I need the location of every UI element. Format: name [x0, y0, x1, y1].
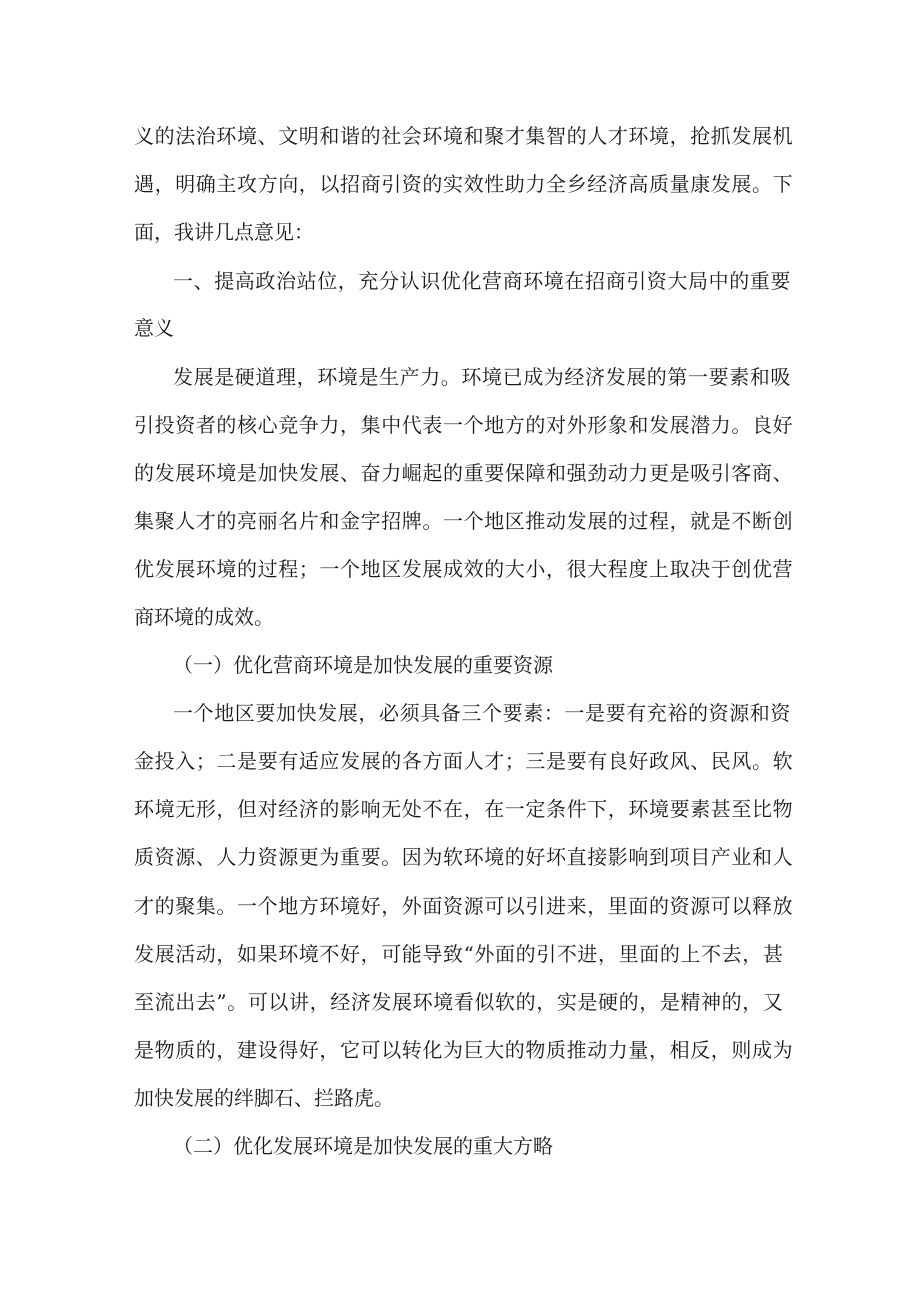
- text-line: 才的聚集。一个地方环境好，外面资源可以引进来，里面的资源可以释放: [134, 894, 794, 918]
- subsection-heading: （一）优化营商环境是加快发展的重要资源: [173, 653, 553, 677]
- subsection-heading: （二）优化发展环境是加快发展的重大方略: [173, 1134, 553, 1158]
- section-heading: 一、提高政治站位，充分认识优化营商环境在招商引资大局中的重要: [173, 269, 791, 293]
- text-line: 遇，明确主攻方向，以招商引资的实效性助力全乡经济高质量康发展。下: [134, 172, 794, 196]
- text-line: 发展是硬道理，环境是生产力。环境已成为经济发展的第一要素和吸: [173, 365, 791, 389]
- text-line: 至流出去”。可以讲，经济发展环境看似软的，实是硬的，是精神的，又: [134, 990, 784, 1014]
- text-line: 集聚人才的亮丽名片和金字招牌。一个地区推动发展的过程，就是不断创: [134, 509, 794, 533]
- text-line: 发展活动，如果环境不好，可能导致“外面的引不进，里面的上不去，甚: [134, 942, 784, 966]
- text-line: 商环境的成效。: [134, 605, 274, 629]
- text-line: 一个地区要加快发展，必须具备三个要素：一是要有充裕的资源和资: [173, 701, 791, 725]
- text-line: 面，我讲几点意见：: [134, 220, 314, 244]
- text-line: 优发展环境的过程；一个地区发展成效的大小，很大程度上取决于创优营: [134, 557, 794, 581]
- section-heading-continued: 意义: [134, 316, 174, 340]
- text-line: 是物质的，建设得好，它可以转化为巨大的物质推动力量，相反，则成为: [134, 1038, 794, 1062]
- text-line: 金投入；二是要有适应发展的各方面人才；三是要有良好政风、民风。软: [134, 749, 794, 773]
- text-line: 引投资者的核心竞争力，集中代表一个地方的对外形象和发展潜力。良好: [134, 413, 794, 437]
- text-line: 的发展环境是加快发展、奋力崛起的重要保障和强劲动力更是吸引客商、: [134, 461, 794, 485]
- text-line: 义的法治环境、文明和谐的社会环境和聚才集智的人才环境，抢抓发展机: [134, 124, 794, 148]
- text-line: 加快发展的绊脚石、拦路虎。: [134, 1086, 394, 1110]
- text-line: 环境无形，但对经济的影响无处不在，在一定条件下，环境要素甚至比物: [134, 797, 794, 821]
- text-line: 质资源、人力资源更为重要。因为软环境的好坏直接影响到项目产业和人: [134, 845, 794, 869]
